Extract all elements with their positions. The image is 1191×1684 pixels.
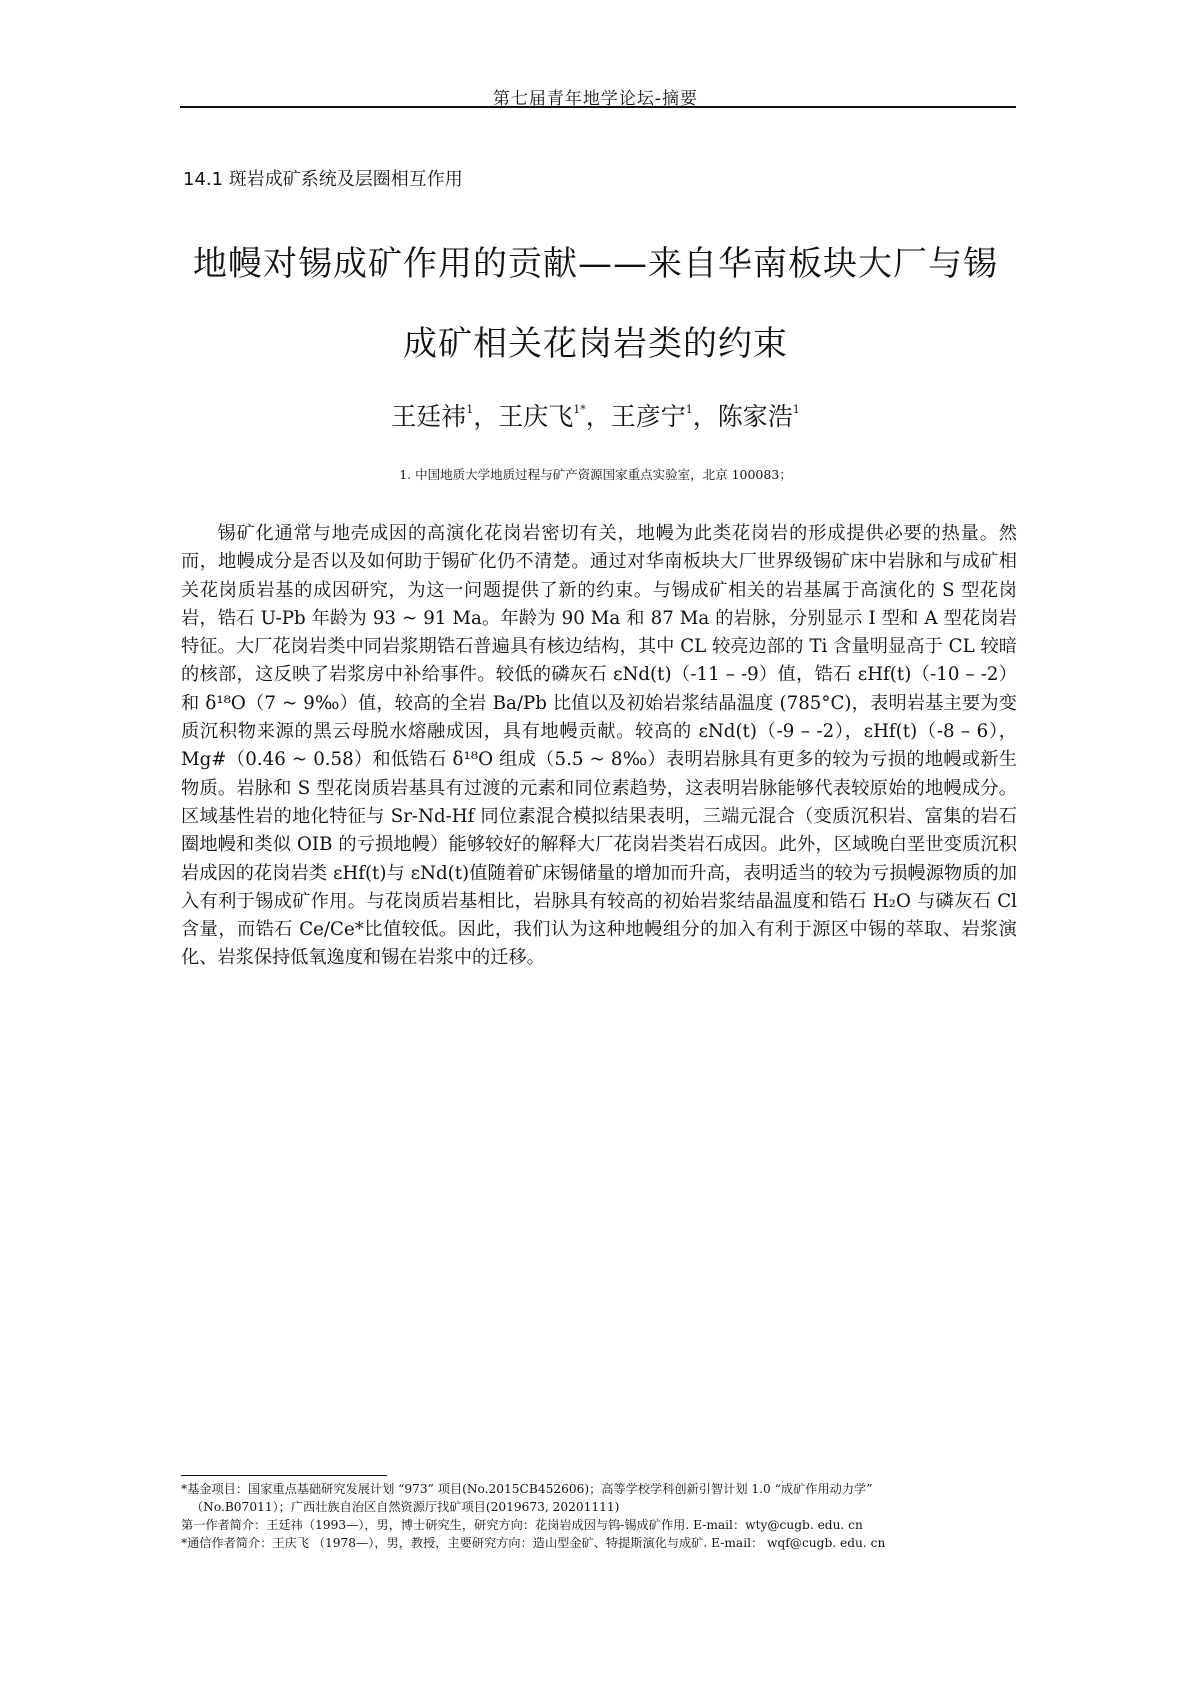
author-separator: ，	[585, 402, 611, 431]
author-name: 王彦宁	[610, 402, 686, 431]
author-mark: 1	[685, 403, 693, 416]
running-header: 第七届青年地学论坛-摘要	[492, 89, 699, 109]
corresponding-author-note: *通信作者简介：王庆飞 （1978—），男，教授，主要研究方向：造山型金矿、特提斯演化与成矿. E-mail： wqf@cugb. edu. cn	[181, 1536, 886, 1550]
section-label: 14.1 斑岩成矿系统及层圈相互作用	[183, 169, 463, 190]
author-name: 王廷祎	[391, 402, 467, 431]
paper-title	[160, 224, 1031, 384]
title-line-2: 成矿相关花岗岩类的约束	[403, 324, 788, 364]
author-separator: ，	[692, 402, 718, 431]
footnote-rule	[181, 1475, 387, 1476]
author-separator: ，	[473, 402, 499, 431]
author	[391, 402, 473, 431]
author-name: 陈家浩	[717, 402, 793, 431]
author	[498, 402, 586, 431]
author-mark: 1	[466, 403, 474, 416]
affiliation: 1. 中国地质大学地质过程与矿产资源国家重点实验室，北京 100083；	[399, 467, 792, 482]
author-list	[0, 397, 1191, 433]
abstract-body	[181, 520, 1017, 973]
funding-note: *基金项目：国家重点基础研究发展计划 “973” 项目(No.2015CB452606)；高等学校学科创新引智计划 1.0 “成矿作用动力学”	[181, 1482, 873, 1496]
abstract-paragraph: 锡矿化通常与地壳成因的高演化花岗岩密切有关，地幔为此类花岗岩的形成提供必要的热量。然而，地幔成分是否以及如何助于锡矿化仍不清楚。通过对华南板块大厂世界级锡矿床中岩脉和与成矿相关花岗质岩基的成因研究，为这一问题提供了新的约束。与锡成矿相关的岩基属于高演化的 S 型花岗岩，锆石 U-Pb 年龄为 93 ~ 91 Ma。年龄为 90 Ma 和 87 Ma 的岩脉，分别显示 I 型和 A 型花岗岩特征。大厂花岗岩类中同岩浆期锆石普遍具有核边结构，其中 CL 较亮边部的 Ti 含量明显高于 CL 较暗的核部，这反映了岩浆房中补给事件。较低的磷灰石 εNd(t)（-11 – -9）值，锆石 εHf(t)（-10 – -2）和 δ¹⁸O（7 ~ 9‰）值，较高的全岩 Ba/Pb 比值以及初始岩浆结晶温度 (785°C)，表明岩基主要为变质沉积物来源的黑云母脱水熔融成因，具有地幔贡献。较高的 εNd(t)（-9 – -2），εHf(t)（-8 – 6），Mg#（0.46 ~ 0.58）和低锆石 δ¹⁸O 组成（5.5 ~ 8‰）表明岩脉具有更多的较为亏损的地幔或新生物质。岩脉和 S 型花岗质岩基具有过渡的元素和同位素趋势，这表明岩脉能够代表较原始的地幔成分。区域基性岩的地化特征与 Sr-Nd-Hf 同位素混合模拟结果表明，三端元混合（变质沉积岩、富集的岩石圈地幔和类似 OIB 的亏损地幔）能够较好的解释大厂花岗岩类岩石成因。此外，区域晚白垩世变质沉积岩成因的花岗岩类 εHf(t)与 εNd(t)值随着矿床锡储量的增加而升高，表明适当的较为亏损幔源物质的加入有利于锡成矿作用。与花岗质岩基相比，岩脉具有较高的初始岩浆结晶温度和锆石 H₂O 与磷灰石 Cl 含量，而锆石 Ce/Ce*比值较低。因此，我们认为这种地幔组分的加入有利于源区中锡的萃取、岩浆演化、岩浆保持低氧逸度和锡在岩浆中的迁移。	[181, 523, 1017, 969]
author	[718, 402, 800, 431]
title-line-1: 地幔对锡成矿作用的贡献——来自华南板块大厂与锡	[193, 244, 998, 284]
author-mark: 1	[792, 403, 800, 416]
author-mark: 1*	[573, 403, 586, 416]
header-rule	[180, 106, 1016, 108]
author	[611, 402, 693, 431]
funding-note-continued: （No.B07011）；广西壮族自治区自然资源厅找矿项目(2019673, 20201111)	[191, 1500, 620, 1514]
author-name: 王庆飞	[498, 402, 574, 431]
footnotes	[181, 1480, 1017, 1552]
first-author-note: 第一作者简介：王廷祎（1993—），男，博士研究生，研究方向：花岗岩成因与钨-锡成矿作用. E-mail：wty@cugb. edu. cn	[181, 1518, 863, 1532]
